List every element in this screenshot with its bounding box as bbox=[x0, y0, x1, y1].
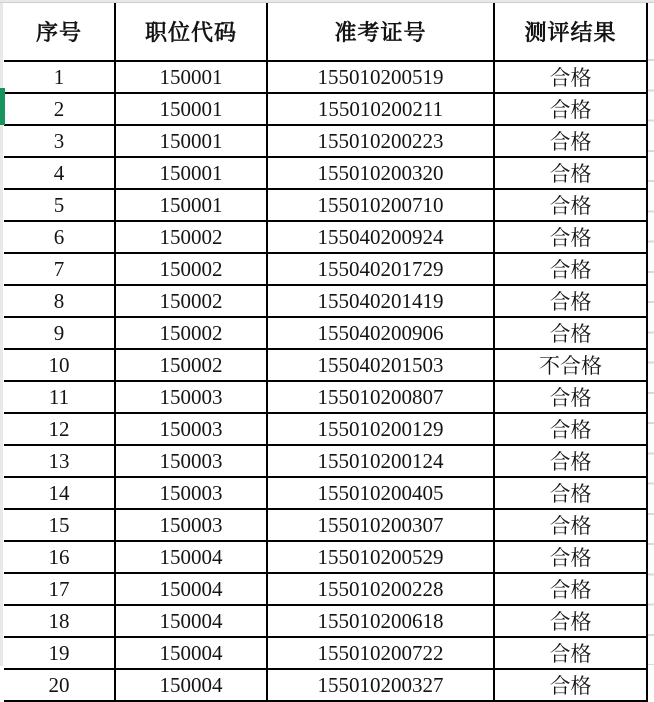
cell-xuhao[interactable]: 4 bbox=[4, 157, 115, 189]
cell-xuhao[interactable]: 2 bbox=[4, 93, 115, 125]
cell-zhunkaozhenghao[interactable]: 155010200129 bbox=[267, 413, 494, 445]
cell-cepingjieguo[interactable]: 合格 bbox=[494, 125, 647, 157]
cell-zhunkaozhenghao[interactable]: 155010200710 bbox=[267, 189, 494, 221]
cell-cepingjieguo[interactable]: 合格 bbox=[494, 509, 647, 541]
table-row bbox=[4, 669, 647, 701]
cell-xuhao[interactable]: 11 bbox=[4, 381, 115, 413]
cell-zhiweidaima[interactable]: 150003 bbox=[115, 413, 267, 445]
cell-xuhao[interactable]: 7 bbox=[4, 253, 115, 285]
table-row bbox=[4, 477, 647, 509]
table-row bbox=[4, 61, 647, 93]
cell-xuhao[interactable]: 5 bbox=[4, 189, 115, 221]
cell-zhunkaozhenghao[interactable]: 155010200307 bbox=[267, 509, 494, 541]
table-row bbox=[4, 317, 647, 349]
cell-cepingjieguo[interactable]: 合格 bbox=[494, 413, 647, 445]
cell-cepingjieguo[interactable]: 合格 bbox=[494, 605, 647, 637]
cell-zhiweidaima[interactable]: 150001 bbox=[115, 61, 267, 93]
cell-xuhao[interactable]: 3 bbox=[4, 125, 115, 157]
table-row bbox=[4, 349, 647, 381]
cell-xuhao[interactable]: 18 bbox=[4, 605, 115, 637]
cell-zhiweidaima[interactable]: 150003 bbox=[115, 477, 267, 509]
cell-zhiweidaima[interactable]: 150003 bbox=[115, 381, 267, 413]
table-row bbox=[4, 93, 647, 125]
cell-cepingjieguo[interactable]: 合格 bbox=[494, 637, 647, 669]
cell-zhunkaozhenghao[interactable]: 155010200722 bbox=[267, 637, 494, 669]
table-row bbox=[4, 445, 647, 477]
cell-zhunkaozhenghao[interactable]: 155010200618 bbox=[267, 605, 494, 637]
results-table bbox=[4, 3, 648, 702]
cell-cepingjieguo[interactable]: 合格 bbox=[494, 157, 647, 189]
column-header-zhiweidaima[interactable]: 职位代码 bbox=[115, 3, 267, 61]
cell-cepingjieguo[interactable]: 合格 bbox=[494, 285, 647, 317]
top-margin-strip bbox=[0, 0, 654, 3]
selected-cell-indicator bbox=[0, 88, 5, 125]
cell-zhunkaozhenghao[interactable]: 155040200924 bbox=[267, 221, 494, 253]
cell-zhunkaozhenghao[interactable]: 155010200519 bbox=[267, 61, 494, 93]
cell-zhunkaozhenghao[interactable]: 155010200405 bbox=[267, 477, 494, 509]
cell-zhiweidaima[interactable]: 150002 bbox=[115, 317, 267, 349]
cell-zhunkaozhenghao[interactable]: 155040201729 bbox=[267, 253, 494, 285]
cell-zhunkaozhenghao[interactable]: 155010200320 bbox=[267, 157, 494, 189]
table-body bbox=[4, 61, 647, 701]
cell-zhiweidaima[interactable]: 150004 bbox=[115, 605, 267, 637]
cell-zhunkaozhenghao[interactable]: 155010200807 bbox=[267, 381, 494, 413]
cell-cepingjieguo[interactable]: 合格 bbox=[494, 541, 647, 573]
cell-xuhao[interactable]: 16 bbox=[4, 541, 115, 573]
cell-cepingjieguo[interactable]: 合格 bbox=[494, 381, 647, 413]
table-row bbox=[4, 381, 647, 413]
cell-cepingjieguo[interactable]: 合格 bbox=[494, 317, 647, 349]
cell-zhiweidaima[interactable]: 150004 bbox=[115, 573, 267, 605]
cell-cepingjieguo[interactable]: 合格 bbox=[494, 477, 647, 509]
table-row bbox=[4, 605, 647, 637]
cell-zhiweidaima[interactable]: 150002 bbox=[115, 253, 267, 285]
cell-cepingjieguo[interactable]: 合格 bbox=[494, 61, 647, 93]
cell-zhiweidaima[interactable]: 150001 bbox=[115, 93, 267, 125]
column-header-xuhao[interactable]: 序号 bbox=[4, 3, 115, 61]
table-row bbox=[4, 189, 647, 221]
cell-xuhao[interactable]: 17 bbox=[4, 573, 115, 605]
cell-zhiweidaima[interactable]: 150003 bbox=[115, 509, 267, 541]
cell-zhunkaozhenghao[interactable]: 155010200228 bbox=[267, 573, 494, 605]
cell-xuhao[interactable]: 8 bbox=[4, 285, 115, 317]
cell-xuhao[interactable]: 20 bbox=[4, 669, 115, 701]
right-edge-gridline-stubs bbox=[648, 59, 654, 665]
cell-zhunkaozhenghao[interactable]: 155040201503 bbox=[267, 349, 494, 381]
cell-zhiweidaima[interactable]: 150001 bbox=[115, 157, 267, 189]
cell-zhunkaozhenghao[interactable]: 155040200906 bbox=[267, 317, 494, 349]
table-row bbox=[4, 285, 647, 317]
table-row bbox=[4, 221, 647, 253]
cell-cepingjieguo[interactable]: 合格 bbox=[494, 253, 647, 285]
cell-zhiweidaima[interactable]: 150003 bbox=[115, 445, 267, 477]
cell-zhunkaozhenghao[interactable]: 155010200211 bbox=[267, 93, 494, 125]
table-row bbox=[4, 157, 647, 189]
cell-zhiweidaima[interactable]: 150004 bbox=[115, 669, 267, 701]
table-row bbox=[4, 573, 647, 605]
cell-xuhao[interactable]: 6 bbox=[4, 221, 115, 253]
cell-cepingjieguo[interactable]: 不合格 bbox=[494, 349, 647, 381]
cell-zhunkaozhenghao[interactable]: 155010200124 bbox=[267, 445, 494, 477]
cell-zhiweidaima[interactable]: 150002 bbox=[115, 285, 267, 317]
cell-zhiweidaima[interactable]: 150004 bbox=[115, 637, 267, 669]
table-row bbox=[4, 637, 647, 669]
table-row bbox=[4, 125, 647, 157]
cell-cepingjieguo[interactable]: 合格 bbox=[494, 93, 647, 125]
cell-xuhao[interactable]: 13 bbox=[4, 445, 115, 477]
cell-zhiweidaima[interactable]: 150002 bbox=[115, 221, 267, 253]
cell-xuhao[interactable]: 12 bbox=[4, 413, 115, 445]
cell-zhunkaozhenghao[interactable]: 155010200529 bbox=[267, 541, 494, 573]
table-row bbox=[4, 509, 647, 541]
cell-cepingjieguo[interactable]: 合格 bbox=[494, 669, 647, 701]
cell-xuhao[interactable]: 9 bbox=[4, 317, 115, 349]
table-row bbox=[4, 541, 647, 573]
cell-zhiweidaima[interactable]: 150001 bbox=[115, 125, 267, 157]
cell-xuhao[interactable]: 1 bbox=[4, 61, 115, 93]
header-row bbox=[4, 3, 647, 61]
cell-zhiweidaima[interactable]: 150002 bbox=[115, 349, 267, 381]
column-header-cepingjieguo[interactable]: 测评结果 bbox=[494, 3, 647, 61]
cell-xuhao[interactable]: 10 bbox=[4, 349, 115, 381]
cell-zhiweidaima[interactable]: 150001 bbox=[115, 189, 267, 221]
table-row bbox=[4, 413, 647, 445]
cell-cepingjieguo[interactable]: 合格 bbox=[494, 221, 647, 253]
cell-xuhao[interactable]: 15 bbox=[4, 509, 115, 541]
cell-zhunkaozhenghao[interactable]: 155040201419 bbox=[267, 285, 494, 317]
cell-xuhao[interactable]: 14 bbox=[4, 477, 115, 509]
table-row bbox=[4, 253, 647, 285]
cell-cepingjieguo[interactable]: 合格 bbox=[494, 445, 647, 477]
cell-cepingjieguo[interactable]: 合格 bbox=[494, 573, 647, 605]
cell-zhiweidaima[interactable]: 150004 bbox=[115, 541, 267, 573]
cell-xuhao[interactable]: 19 bbox=[4, 637, 115, 669]
cell-zhunkaozhenghao[interactable]: 155010200327 bbox=[267, 669, 494, 701]
cell-cepingjieguo[interactable]: 合格 bbox=[494, 189, 647, 221]
cell-zhunkaozhenghao[interactable]: 155010200223 bbox=[267, 125, 494, 157]
column-header-zhunkaozhenghao[interactable]: 准考证号 bbox=[267, 3, 494, 61]
